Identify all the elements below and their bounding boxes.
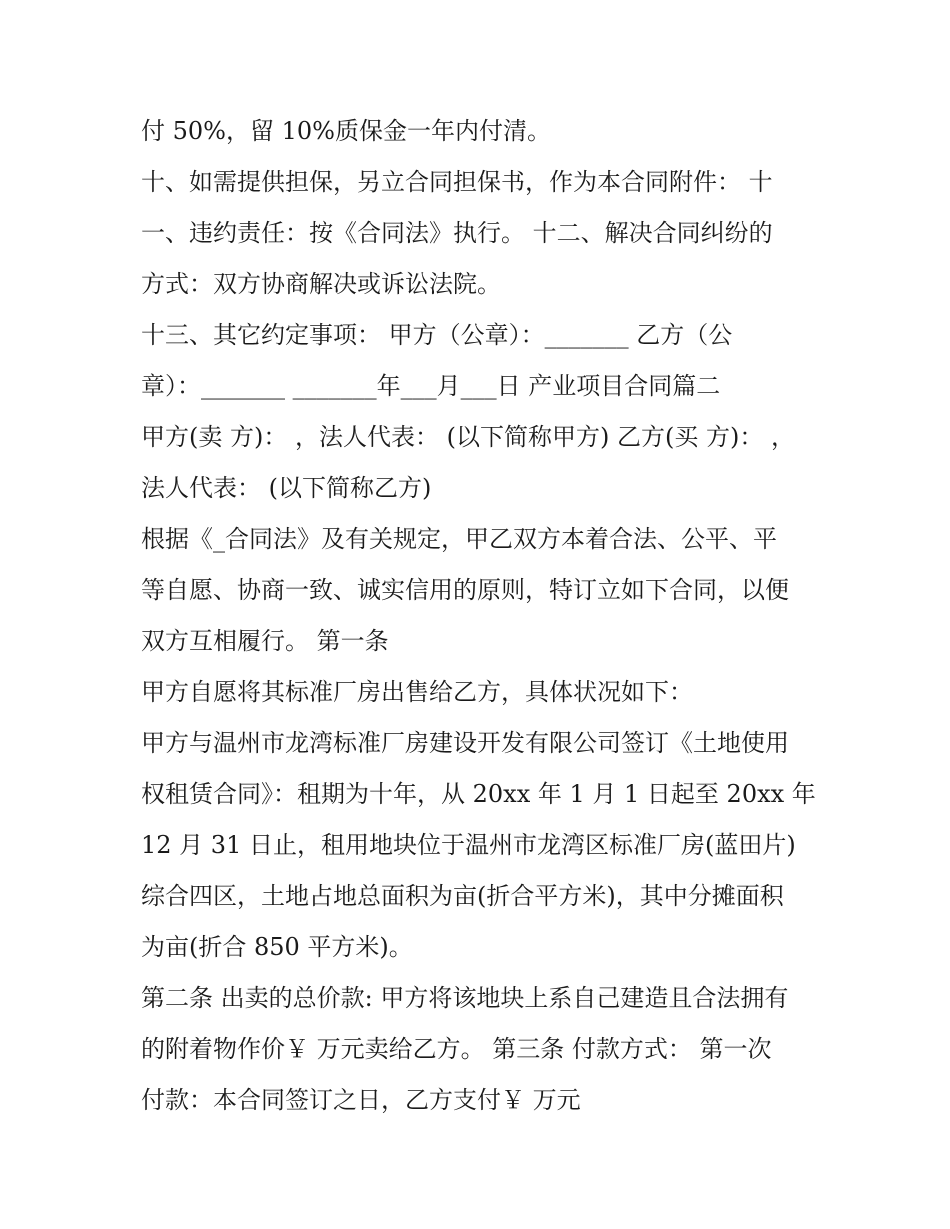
text-line: 法人代表： (以下简称乙方) [141,474,432,502]
text-line: 一、违约责任：按《合同法》执行。 十二、解决合同纠纷的 [141,219,773,247]
text-line: 12 月 31 日止，租用地块位于温州市龙湾区标准厂房(蓝田片) [141,831,796,859]
text-line: 为亩(折合 850 平方米)。 [141,933,413,961]
text-line: 方式：双方协商解决或诉讼法院。 [141,270,501,298]
text-line: 付 50%，留 10%质保金一年内付清。 [141,117,551,145]
text-line: 十三、其它约定事项： 甲方（公章）：_______ 乙方（公 [141,321,733,349]
text-line: 甲方与温州市龙湾标准厂房建设开发有限公司签订《土地使用 [141,729,789,757]
text-line: 双方互相履行。 第一条 [141,627,389,655]
text-line: 综合四区，土地占地总面积为亩(折合平方米)，其中分摊面积 [141,882,784,910]
text-line: 根据《_合同法》及有关规定，甲乙双方本着合法、公平、平 [141,525,777,553]
text-line: 甲方(卖 方)： ，法人代表： (以下简称甲方) 乙方(买 方)： ， [141,423,795,451]
text-line: 第二条 出卖的总价款: 甲方将该地块上系自己建造且合法拥有 [141,984,789,1012]
text-line: 的附着物作价￥ 万元卖给乙方。 第三条 付款方式： 第一次 [141,1035,772,1063]
text-line: 甲方自愿将其标准厂房出售给乙方，具体状况如下： [141,678,693,706]
text-line: 付款：本合同签订之日，乙方支付￥ 万元 [141,1086,581,1114]
text-line: 权租赁合同》：租期为十年，从 20xx 年 1 月 1 日起至 20xx 年 [141,780,816,808]
document-body [141,106,821,1126]
text-line: 十、如需提供担保，另立合同担保书，作为本合同附件： 十 [141,168,773,196]
text-line: 章）：_______ _______年___月___日 产业项目合同篇二 [141,372,721,400]
text-line: 等自愿、协商一致、诚实信用的原则，特订立如下合同，以便 [141,576,789,604]
